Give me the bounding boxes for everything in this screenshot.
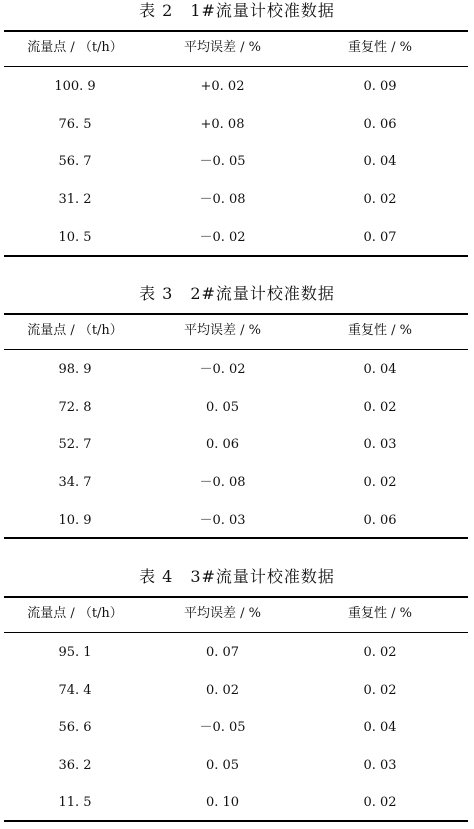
header-rule <box>4 66 468 67</box>
table-cell: 0. 02 <box>363 192 397 207</box>
table-cell: 0. 09 <box>363 79 397 94</box>
table-cell: 0. 02 <box>363 795 397 810</box>
table-cell: 0. 03 <box>363 437 397 452</box>
header-repeatability: 重复性 / % <box>348 40 412 55</box>
table-cell: 0. 06 <box>205 437 240 452</box>
table-cell: －0. 08 <box>199 192 246 207</box>
table-cell: 95. 1 <box>58 645 92 660</box>
table-cell: －0. 05 <box>199 720 246 735</box>
table-cell: 56. 6 <box>58 720 92 735</box>
table-cell: －0. 02 <box>199 362 246 377</box>
bottom-rule <box>4 820 468 822</box>
table-cell: +0. 08 <box>200 117 245 132</box>
table-cell: 0. 05 <box>205 400 240 415</box>
table-cell: 98. 9 <box>58 362 92 377</box>
header-flow-point: 流量点 / （t/h） <box>27 40 123 55</box>
bottom-rule <box>4 537 468 539</box>
table-cell: 56. 7 <box>58 154 92 169</box>
table-cell: 0. 10 <box>205 795 240 810</box>
header-rule <box>4 349 468 350</box>
table-cell: －0. 08 <box>199 475 246 490</box>
table-cell: 0. 02 <box>363 683 397 698</box>
table-cell: 10. 5 <box>58 230 92 245</box>
table-cell: 0. 04 <box>363 154 397 169</box>
table-cell: 0. 02 <box>363 645 397 660</box>
table-cell: 0. 04 <box>363 720 397 735</box>
top-rule <box>4 313 468 315</box>
table-cell: 36. 2 <box>58 758 92 773</box>
table-cell: 0. 06 <box>363 513 397 528</box>
header-repeatability: 重复性 / % <box>348 323 412 338</box>
table-cell: 31. 2 <box>58 192 92 207</box>
header-avg-error: 平均误差 / % <box>184 323 261 338</box>
table-cell: 74. 4 <box>58 683 92 698</box>
table-cell: 52. 7 <box>58 437 92 452</box>
table-caption: 表 3 2#流量计校准数据 <box>139 284 335 303</box>
table-cell: 34. 7 <box>58 475 92 490</box>
header-avg-error: 平均误差 / % <box>184 40 261 55</box>
table-cell: 100. 9 <box>54 79 96 94</box>
table-cell: 0. 07 <box>363 230 397 245</box>
table-cell: 0. 04 <box>363 362 397 377</box>
table-cell: 0. 02 <box>363 475 397 490</box>
table-cell: 0. 03 <box>363 758 397 773</box>
table-caption: 表 4 3#流量计校准数据 <box>139 567 335 586</box>
top-rule <box>4 30 468 32</box>
table-cell: 0. 06 <box>363 117 397 132</box>
header-repeatability: 重复性 / % <box>348 606 412 621</box>
header-flow-point: 流量点 / （t/h） <box>27 323 123 338</box>
table-cell: 11. 5 <box>58 795 92 810</box>
table-cell: 10. 9 <box>58 513 92 528</box>
table-cell: +0. 02 <box>200 79 245 94</box>
table-cell: 72. 8 <box>58 400 92 415</box>
table-cell: －0. 05 <box>199 154 246 169</box>
header-rule <box>4 632 468 633</box>
table-caption: 表 2 1#流量计校准数据 <box>139 1 335 20</box>
bottom-rule <box>4 255 468 257</box>
top-rule <box>4 596 468 598</box>
table-cell: 0. 05 <box>205 758 240 773</box>
table-cell: 76. 5 <box>58 117 92 132</box>
header-avg-error: 平均误差 / % <box>184 606 261 621</box>
table-cell: 0. 02 <box>363 400 397 415</box>
table-cell: 0. 07 <box>205 645 240 660</box>
table-cell: －0. 02 <box>199 230 246 245</box>
table-cell: 0. 02 <box>205 683 240 698</box>
table-cell: －0. 03 <box>199 513 246 528</box>
header-flow-point: 流量点 / （t/h） <box>27 606 123 621</box>
